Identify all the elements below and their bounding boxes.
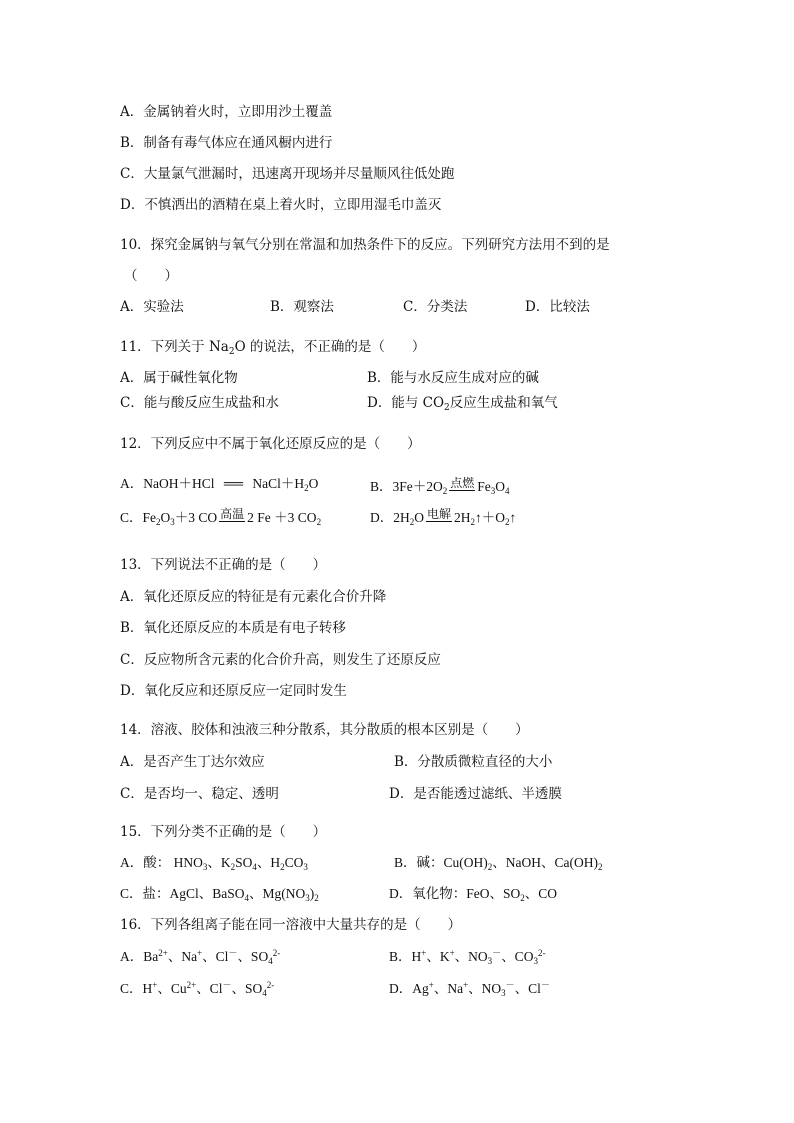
equals-sign: ══ [223, 476, 244, 491]
q11-option-a: A．属于碱性氧化物 [120, 370, 238, 386]
q9-option-b: B．制备有毒气体应在通风橱内进行 [120, 135, 333, 151]
q13-option-c: C．反应物所含元素的化合价升高，则发生了还原反应 [120, 652, 441, 668]
q10-option-a: A．实验法 [120, 299, 184, 315]
q12-option-c: C．$Fe_2O_3+3$ CO 高温 2 Fe ＋3 $CO_2$ [120, 507, 322, 527]
reaction-condition-high-temp: 高温 [220, 507, 245, 521]
q13-option-b: B．氧化还原反应的本质是有电子转移 [120, 620, 346, 636]
q11-option-d: D．能与 $CO_2$反应生成盐和氧气 [367, 395, 558, 413]
q11-stem: 11．下列关于 $Na_2O$ 的说法，不正确的是（ ） [120, 339, 426, 357]
reaction-condition-electrolysis: 电解 [427, 507, 452, 521]
q10-option-c: C．分类法 [403, 299, 468, 315]
q10-option-b: B．观察法 [270, 299, 334, 315]
q14-option-b: B．分散质微粒直径的大小 [394, 754, 553, 770]
q9-option-a: A．金属钠着火时，立即用沙土覆盖 [120, 104, 333, 120]
q10-stem: 10．探究金属钠与氧气分别在常温和加热条件下的反应。下列研究方法用不到的是 [120, 237, 610, 253]
q16-stem: 16．下列各组离子能在同一溶液中大量共存的是（ ） [120, 917, 462, 933]
q10-option-d: D．比较法 [525, 299, 590, 315]
q15-option-d: D．氧化物：FeO、$SO_2$、CO [389, 886, 558, 903]
q9-option-c: C．大量氯气泄漏时，迅速离开现场并尽量顺风往低处跑 [120, 166, 455, 182]
q10-answer-paren: （ ） [124, 268, 178, 284]
q15-stem: 15．下列分类不正确的是（ ） [120, 824, 327, 840]
q16-option-d: D．Ag+、Na+、$NO_3^-$、Cl－ [389, 980, 550, 998]
q15-option-b: B．碱：$Cu(OH)_2$、NaOH、$Ca(OH)_2$ [394, 855, 603, 872]
q14-option-a: A．是否产生丁达尔效应 [120, 754, 265, 770]
q12-option-d: D．$2H_2O$ 电解 $2H_2↑+O_2↑$ [370, 507, 517, 527]
q11-option-c: C．能与酸反应生成盐和水 [120, 395, 279, 411]
q12-stem: 12．下列反应中不属于氧化还原反应的是（ ） [120, 436, 421, 452]
q16-option-c: C．H+、$Cu^{2+}$、Cl－、$SO_4^{2-}$ [120, 980, 275, 998]
q12-option-a: A．NaOH＋HCl ══ $NaCl+H_2O$ [120, 476, 319, 493]
q16-option-b: B．H+、K+、$NO_3^-$、$CO_3^{2-}$ [389, 948, 546, 966]
q13-stem: 13．下列说法不正确的是（ ） [120, 557, 327, 573]
q12-option-b: B．$3Fe+2O_2$ 点燃 $Fe_3O_4$ [370, 476, 510, 496]
q11-option-b: B．能与水反应生成对应的碱 [367, 370, 539, 386]
q14-stem: 14．溶液、胶体和浊液三种分散系，其分散质的根本区别是（ ） [120, 722, 529, 738]
q15-option-a: A．酸： $HNO_3$、$K_2SO_4$、$H_2CO_3$ [120, 855, 308, 872]
q15-option-c: C．盐：AgCl、BaSO$_4$、$Mg(NO_3)_2$ [120, 886, 319, 903]
q16-option-a: A．$Ba^{2+}$、Na+、Cl－、$SO_4^{2-}$ [120, 948, 281, 966]
q9-option-d: D．不慎洒出的酒精在桌上着火时，立即用湿毛巾盖灭 [120, 197, 442, 213]
q14-option-c: C．是否均一、稳定、透明 [120, 786, 279, 802]
q13-option-d: D．氧化反应和还原反应一定同时发生 [120, 683, 347, 699]
q13-option-a: A．氧化还原反应的特征是有元素化合价升降 [120, 589, 387, 605]
q14-option-d: D．是否能透过滤纸、半透膜 [389, 786, 562, 802]
reaction-condition-ignite: 点燃 [450, 476, 475, 490]
